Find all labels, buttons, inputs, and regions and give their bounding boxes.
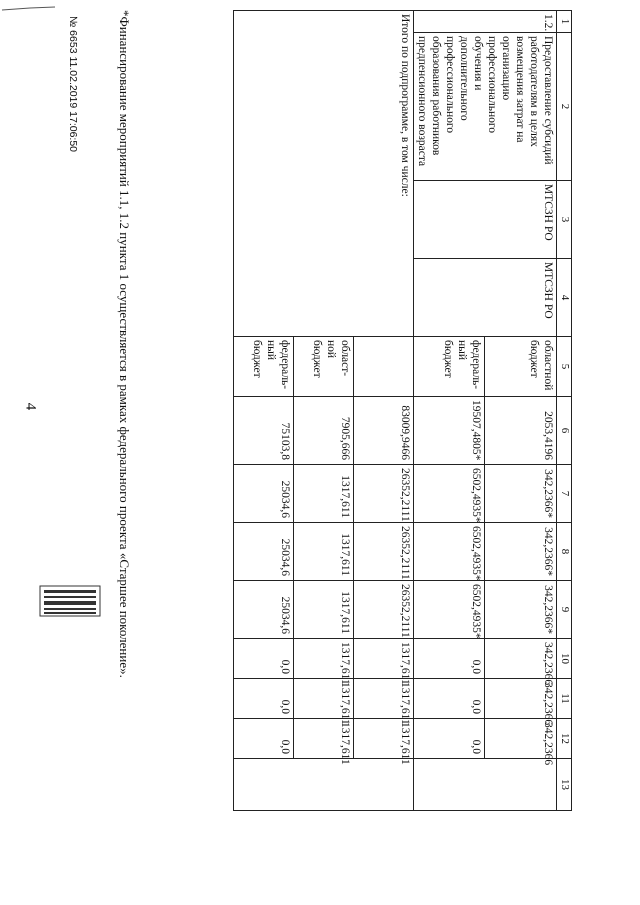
column-number: 8 [557, 523, 572, 581]
empty-cell [233, 759, 413, 811]
amount-year: 1317,611 [293, 679, 353, 719]
rotated-page-content [27, 10, 572, 895]
amount-year: 0,0 [413, 719, 485, 759]
amount-year: 342,2366* [485, 523, 557, 581]
funding-source: област-ной бюджет [293, 337, 353, 397]
amount-total: 19507,4805* [413, 397, 485, 465]
column-number: 3 [557, 181, 572, 259]
column-number: 4 [557, 259, 572, 337]
amount-year: 1317,611 [293, 465, 353, 523]
funding-source: федераль-ный бюджет [413, 337, 485, 397]
column-number: 7 [557, 465, 572, 523]
column-number: 13 [557, 759, 572, 811]
amount-year: 1317,611 [353, 679, 413, 719]
amount-year: 342,2366* [485, 465, 557, 523]
empty-cell [413, 759, 556, 811]
column-number: 9 [557, 581, 572, 639]
registration-stamp: № 6653 11.02.2019 17:06:50 [67, 16, 79, 153]
amount-year: 1317,611 [353, 719, 413, 759]
budget-table [233, 10, 572, 811]
column-number: 6 [557, 397, 572, 465]
measure-description: Предоставление субсидий работодателям в целях возмещения затрат на организацию профессионального обучения и дополнительного профессионального образования работников предпенсионного возраста [413, 33, 556, 181]
amount-year: 6502,4935* [413, 581, 485, 639]
column-number: 10 [557, 639, 572, 679]
amount-year: 26352,2111 [353, 465, 413, 523]
amount-year: 0,0 [233, 679, 293, 719]
amount-year: 25034,6 [233, 581, 293, 639]
amount-year: 25034,6 [233, 523, 293, 581]
column-number: 2 [557, 33, 572, 181]
barcode-logo-icon [38, 584, 102, 618]
table-row [485, 11, 557, 811]
page-number: 4 [22, 402, 39, 411]
amount-total: 2053,4196 [485, 397, 557, 465]
amount-year: 0,0 [233, 719, 293, 759]
executor-cell: МТСЗН РО [413, 181, 556, 259]
amount-year: 0,0 [233, 639, 293, 679]
column-number: 5 [557, 337, 572, 397]
amount-year: 342,2366* [485, 581, 557, 639]
amount-total: 7905,666 [293, 397, 353, 465]
amount-year: 25034,6 [233, 465, 293, 523]
column-number: 12 [557, 719, 572, 759]
funding-source [353, 337, 413, 397]
amount-year: 1317,611 [293, 581, 353, 639]
funding-source: областной бюджет [485, 337, 557, 397]
amount-year: 342,2366 [485, 679, 557, 719]
column-number: 1 [557, 11, 572, 33]
recipient-cell: МТСЗН РО [413, 259, 556, 337]
amount-year: 1317,611 [293, 523, 353, 581]
amount-year: 1317,611 [293, 719, 353, 759]
table-header-row [557, 11, 572, 811]
amount-year: 0,0 [413, 639, 485, 679]
footnote: *Финансирование мероприятий 1.1, 1.2 пункта 1 осуществляется в рамках федерального проекта «Старшее поколение». [117, 10, 132, 678]
row-number: 1.2. [413, 11, 556, 33]
amount-year: 0,0 [413, 679, 485, 719]
funding-source: федераль-ный бюджет [233, 337, 293, 397]
amount-year: 26352,2111 [353, 523, 413, 581]
amount-year: 342,2366 [485, 719, 557, 759]
amount-year: 6502,4935* [413, 523, 485, 581]
amount-year: 1317,611 [293, 639, 353, 679]
table-row [353, 11, 413, 811]
column-number: 11 [557, 679, 572, 719]
scan-edge-mark [0, 0, 60, 8]
amount-total: 83009,9466 [353, 397, 413, 465]
amount-year: 342,2366 [485, 639, 557, 679]
subprogram-total-label: Итого по подпрограмме, в том числе: [233, 11, 413, 337]
amount-year: 1317,611 [353, 639, 413, 679]
amount-total: 75103,8 [233, 397, 293, 465]
amount-year: 26352,2111 [353, 581, 413, 639]
amount-year: 6502,4935* [413, 465, 485, 523]
